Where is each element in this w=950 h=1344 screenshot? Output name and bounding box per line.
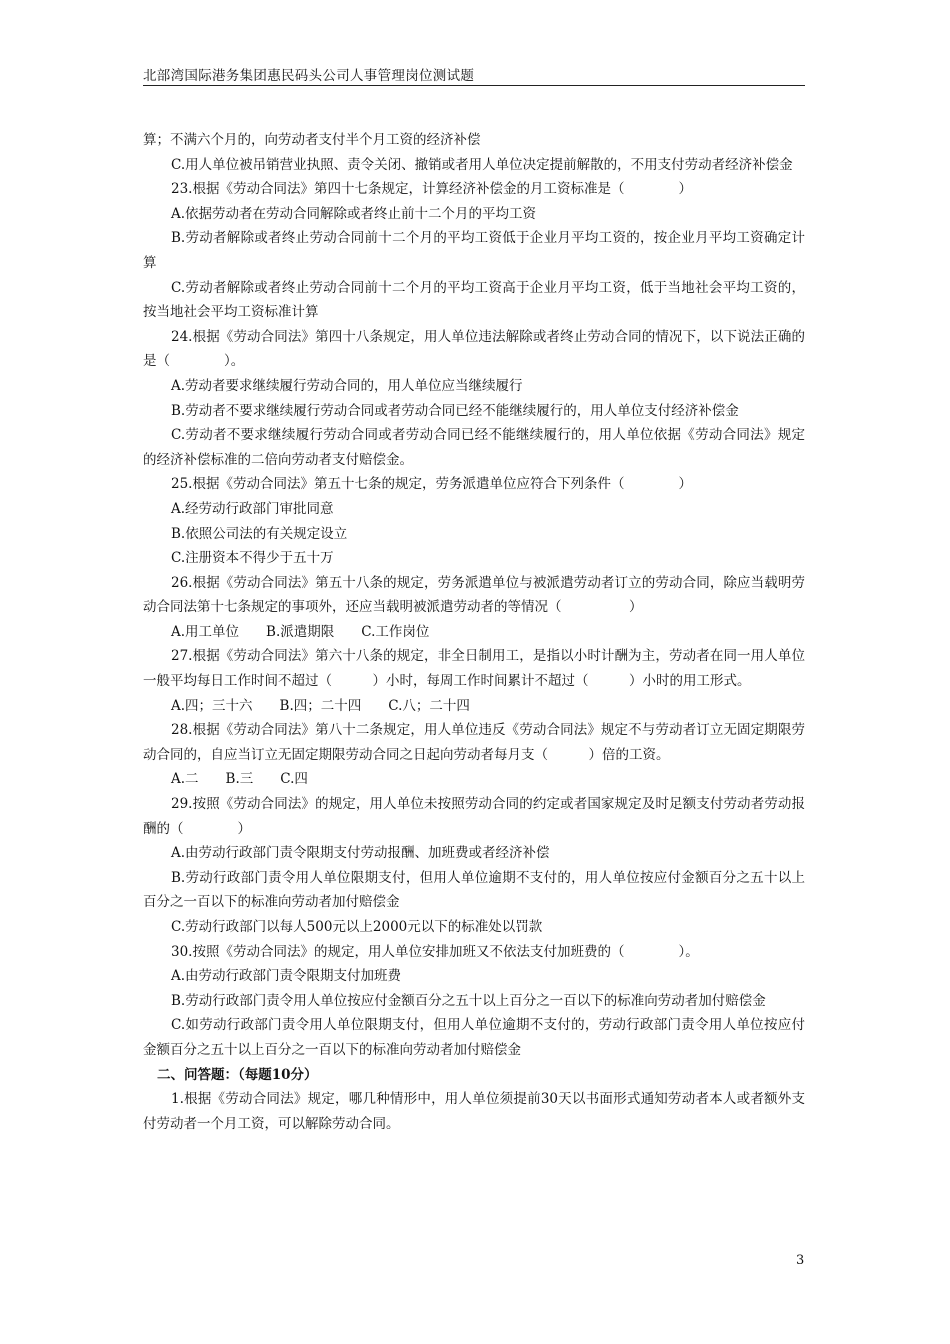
- text-paragraph: A.经劳动行政部门审批同意: [171, 500, 334, 517]
- text-paragraph: 30.按照《劳动合同法》的规定，用人单位安排加班又不依法支付加班费的（ ）。: [171, 943, 699, 960]
- text-paragraph: 26.根据《劳动合同法》第五十八条的规定，劳务派遣单位与被派遣劳动者订立的劳动合同，除应当载明劳动合同法第十七条规定的事项外，还应当载明被派遣劳动者的等情况（ ）: [143, 574, 805, 616]
- text-paragraph: 23.根据《劳动合同法》第四十七条规定，计算经济补偿金的月工资标准是（ ）: [171, 181, 692, 198]
- text-paragraph: B.劳动者不要求继续履行劳动合同或者劳动合同已经不能继续履行的，用人单位支付经济补偿金: [171, 402, 739, 419]
- text-paragraph: 24.根据《劳动合同法》第四十八条规定，用人单位违法解除或者终止劳动合同的情况下，以下说法正确的是（ ）。: [143, 328, 805, 370]
- text-paragraph: B.劳动行政部门责令用人单位限期支付，但用人单位逾期不支付的，用人单位按应付金额百分之五十以上百分之一百以下的标准向劳动者加付赔偿金: [143, 869, 805, 911]
- text-paragraph: A.由劳动行政部门责令限期支付劳动报酬、加班费或者经济补偿: [171, 845, 550, 862]
- text-paragraph: C.注册资本不得少于五十万: [171, 550, 334, 567]
- text-paragraph: C.劳动行政部门以每人500元以上2000元以下的标准处以罚款: [171, 919, 543, 935]
- text-paragraph: C.如劳动行政部门责令用人单位限期支付，但用人单位逾期不支付的，劳动行政部门责令用人单位按应付金额百分之五十以上百分之一百以下的标准向劳动者加付赔偿金: [143, 1017, 805, 1058]
- text-paragraph: B.劳动者解除或者终止劳动合同前十二个月的平均工资低于企业月平均工资的，按企业月平均工资确定计算: [143, 230, 805, 271]
- text-paragraph: A.二 B.三 C.四: [171, 771, 308, 788]
- text-paragraph: C.劳动者不要求继续履行劳动合同或者劳动合同已经不能继续履行的，用人单位依据《劳动合同法》规定的经济补偿标准的二倍向劳动者支付赔偿金。: [143, 427, 805, 468]
- text-paragraph: C.用人单位被吊销营业执照、责令关闭、撤销或者用人单位决定提前解散的，不用支付劳动者经济补偿金: [171, 156, 793, 173]
- text-paragraph: 27.根据《劳动合同法》第六十八条的规定，非全日制用工，是指以小时计酬为主，劳动者在同一用人单位一般平均每日工作时间不超过（ ）小时，每周工作时间累计不超过（ ）小时的用工形式。: [143, 648, 805, 690]
- text-paragraph: 28.根据《劳动合同法》第八十二条规定，用人单位违反《劳动合同法》规定不与劳动者订立无固定期限劳动合同的，自应当订立无固定期限劳动合同之日起向劳动者每月支（ ）倍的工资。: [143, 722, 805, 763]
- text-paragraph: A.四；三十六 B.四；二十四 C.八；二十四: [171, 697, 470, 714]
- text-paragraph: 25.根据《劳动合同法》第五十七条的规定，劳务派遣单位应符合下列条件（ ）: [171, 476, 692, 493]
- document-body: [143, 128, 805, 1136]
- header-divider: [143, 85, 805, 86]
- page-header: 北部湾国际港务集团惠民码头公司人事管理岗位测试题: [143, 68, 475, 84]
- text-paragraph: 算；不满六个月的，向劳动者支付半个月工资的经济补偿: [143, 132, 481, 148]
- section-heading: 二、问答题：（每题10分）: [157, 1066, 318, 1083]
- text-paragraph: A.依据劳动者在劳动合同解除或者终止前十二个月的平均工资: [171, 205, 537, 222]
- text-paragraph: 29.按照《劳动合同法》的规定，用人单位未按照劳动合同的约定或者国家规定及时足额支付劳动者劳动报酬的（ ）: [143, 796, 805, 837]
- text-paragraph: C.劳动者解除或者终止劳动合同前十二个月的平均工资高于企业月平均工资，低于当地社会平均工资的，按当地社会平均工资标准计算: [143, 279, 805, 321]
- text-paragraph: B.劳动行政部门责令用人单位按应付金额百分之五十以上百分之一百以下的标准向劳动者加付赔偿金: [171, 992, 766, 1009]
- text-paragraph: 1.根据《劳动合同法》规定，哪几种情形中，用人单位须提前30天以书面形式通知劳动者本人或者额外支付劳动者一个月工资，可以解除劳动合同。: [143, 1091, 805, 1132]
- text-paragraph: A.劳动者要求继续履行劳动合同的，用人单位应当继续履行: [171, 377, 523, 394]
- text-paragraph: B.依照公司法的有关规定设立: [171, 525, 348, 542]
- text-paragraph: A.由劳动行政部门责令限期支付加班费: [171, 968, 402, 985]
- text-paragraph: A.用工单位 B.派遣期限 C.工作岗位: [171, 623, 430, 640]
- page-number: 3: [796, 1253, 805, 1268]
